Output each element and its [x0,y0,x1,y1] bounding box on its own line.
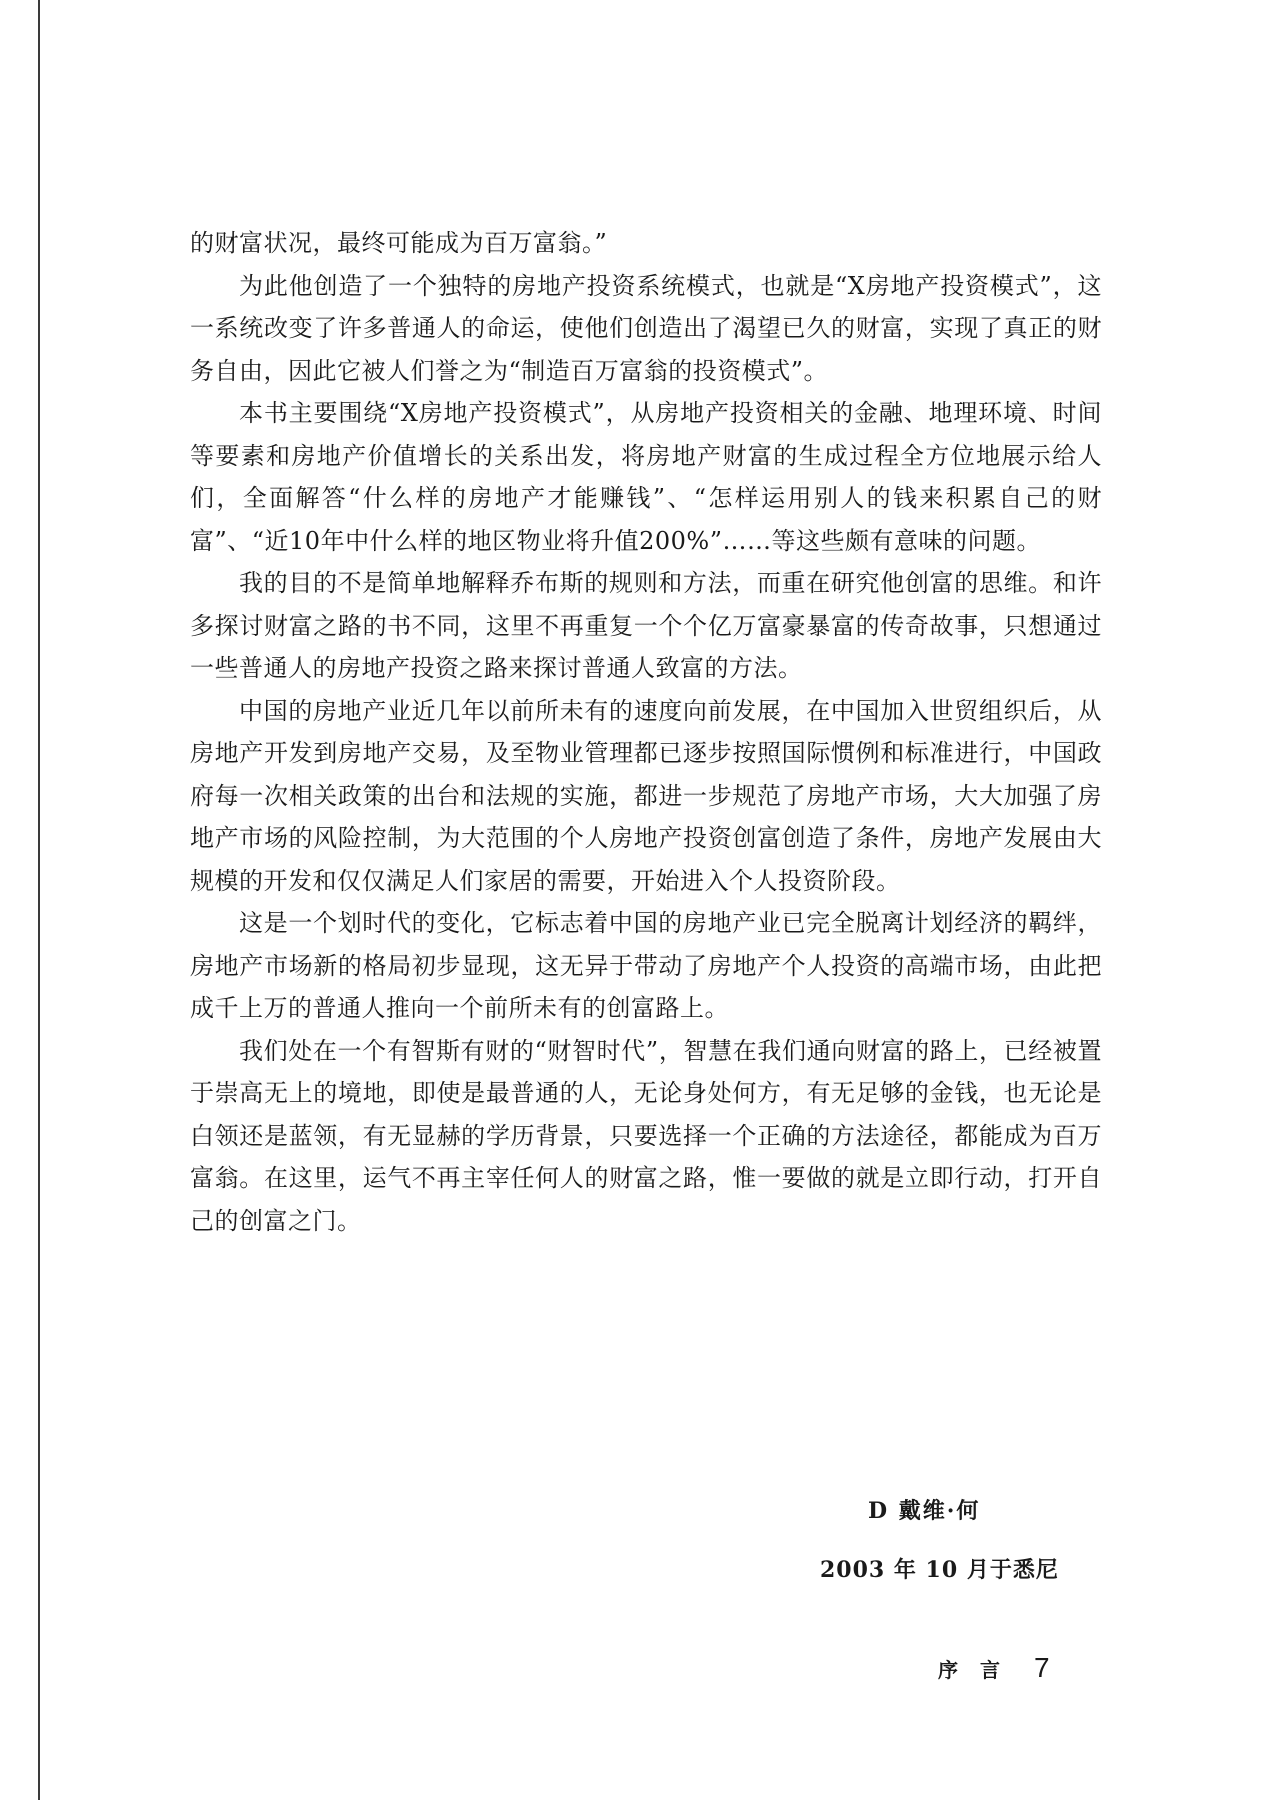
paragraph-4: 我的目的不是简单地解释乔布斯的规则和方法，而重在研究他创富的思维。和许多探讨财富之路的书不同，这里不再重复一个个亿万富豪暴富的传奇故事，只想通过一些普通人的房地产投资之路来探讨普通人致富的方法。 [190,569,1102,682]
paragraph-5: 中国的房地产业近几年以前所未有的速度向前发展，在中国加入世贸组织后，从房地产开发到房地产交易，及至物业管理都已逐步按照国际惯例和标准进行，中国政府每一次相关政策的出台和法规的实施，都进一步规范了房地产市场，大大加强了房地产市场的风险控制，为大范围的个人房地产投资创富创造了条件，房地产发展由大规模的开发和仅仅满足人们家居的需要，开始进入个人投资阶段。 [190,696,1102,895]
paragraph-2: 为此他创造了一个独特的房地产投资系统模式，也就是“X房地产投资模式”，这一系统改变了许多普通人的命运，使他们创造出了渴望已久的财富，实现了真正的财务自由，因此它被人们誉之为“制造百万富翁的投资模式”。 [190,271,1102,385]
preface-body [190,222,1102,1242]
paragraph-3: 本书主要围绕“X房地产投资模式”，从房地产投资相关的金融、地理环境、时间等要素和房地产价值增长的关系出发，将房地产财富的生成过程全方位地展示给人们，全面解答“什么样的房地产才能赚钱”、“怎样运用别人的钱来积累自己的财富”、“近10年中什么样的地区物业将升值200%”……等这些颇有意味的问题。 [190,399,1102,555]
paragraph-1: 的财富状况，最终可能成为百万富翁。” [190,229,608,257]
page-number: 7 [1034,1652,1050,1683]
section-label: 序言 [938,1658,1022,1682]
page-binding-edge [38,0,40,1800]
page-footer [938,1652,1050,1684]
author-signature: D 戴维·何 [868,1498,981,1524]
paragraph-6: 这是一个划时代的变化，它标志着中国的房地产业已完全脱离计划经济的羁绊，房地产市场新的格局初步显现，这无异于带动了房地产个人投资的高端市场，由此把成千上万的普通人推向一个前所未有的创富路上。 [190,909,1102,1022]
date-place-line: 2003 年 10 月于悉尼 [820,1557,1059,1583]
paragraph-7: 我们处在一个有智斯有财的“财智时代”，智慧在我们通向财富的路上，已经被置于崇高无上的境地，即使是最普通的人，无论身处何方，有无足够的金钱，也无论是白领还是蓝领，有无显赫的学历背景，只要选择一个正确的方法途径，都能成为百万富翁。在这里，运气不再主宰任何人的财富之路，惟一要做的就是立即行动，打开自己的创富之门。 [190,1036,1102,1235]
